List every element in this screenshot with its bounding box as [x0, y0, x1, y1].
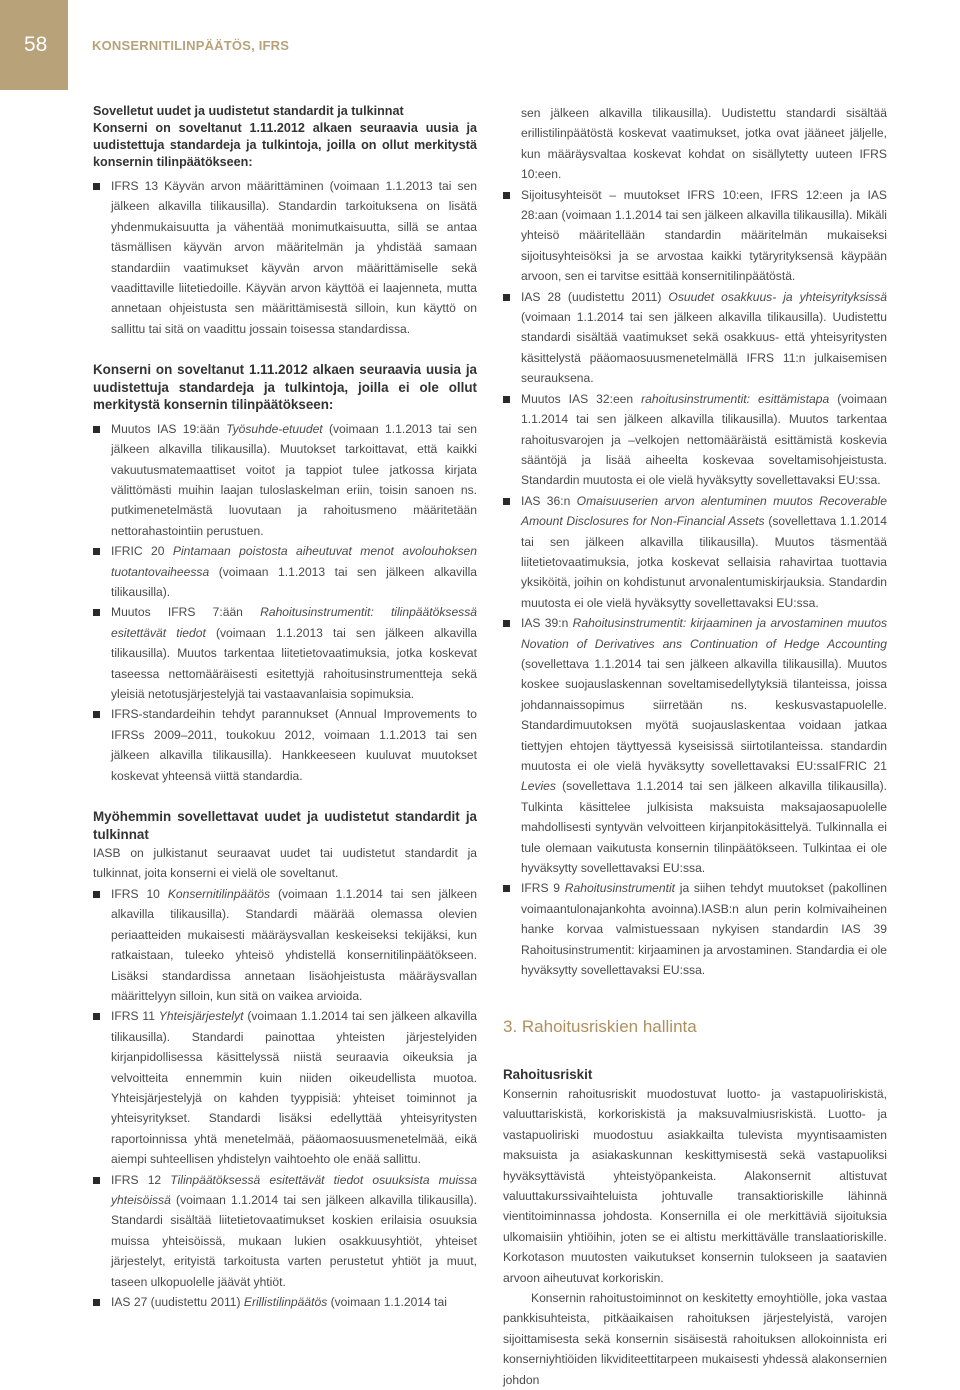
heading-future-standards: Myöhemmin sovellettavat uudet ja uudistetut standardit ja tulkinnat: [93, 809, 477, 842]
list-item: IFRS 11 Yhteisjärjestelyt (voimaan 1.1.2014 tai sen jälkeen alkavilla tilikausilla). Standardi painottaa yhteisten järjestelyiden kirjanpidollisessa käsittelyssä niistä seuraavia oikeuksia ja velvoitteita ennemmin kuin niiden oikeudellista muotoa. Yhteisjärjestelyjä on kahden tyyppisiä: yhteiset toiminnot ja yhteisyritykset. Standardi lisäksi edellyttää yhteisyritysten raportoinnissa yhtä menetelmää, pääomaosuusmenetelmää, eikä aiempi suhteellisen yhdistelyn vaihtoehto ole enää sallittu.: [93, 1006, 477, 1169]
list-item: IFRS 10 Konsernitilinpäätös (voimaan 1.1.2014 tai sen jälkeen alkavilla tilikausilla). Standardi määrää olemassa olevien periaatteiden mukaisesti määräysvallan keskeiseksi tekijäksi, kun ratkaistaan, tuleeko yhteisö yhdistellä konsernitilinpäätökseen. Lisäksi standardissa annetaan lisäohjeistusta määräysvallan määrittelyyn silloin, kun sitä on vaikea arvioida.: [93, 884, 477, 1006]
applied-no-effect-list: [93, 419, 477, 786]
list-item: IAS 27 (uudistettu 2011) Erillistilinpäätös (voimaan 1.1.2014 tai: [93, 1292, 477, 1312]
heading-applied-standards: Sovelletut uudet ja uudistetut standardit ja tulkinnat: [93, 104, 404, 118]
paragraph-financing-operations: Konsernin rahoitustoiminnot on keskitetty emoyhtiölle, joka vastaa pankkisuhteista, pitkäaikaisen rahoituksen järjestelyistä, varojen sijoittamisesta sekä konsernin sisäisestä rahoituksen allokoinnista eri konserniyhtiöiden likviditeettitarpeen mukaisesti yhdessä alakonsernien johdon: [503, 1291, 887, 1387]
list-item: Muutos IFRS 7:ään Rahoitusinstrumentit: tilinpäätöksessä esitettävät tiedot (voimaan 1.1.2013 tai sen jälkeen alkavilla tilikausilla). Muutos tarkentaa liitetietovaatimuksia, jotka koskevat taseessa nettomääräisesti esitettyjä rahoitusinstrumentteja sekä yleisiä netotusjärjestelyjä tai vastaavanlaisia sopimuksia.: [93, 602, 477, 704]
list-item: Muutos IAS 32:een rahoitusinstrumentit: esittämistapa (voimaan 1.1.2014 tai sen jälkeen alkavilla tilikausilla). Muutos tarkentaa rahoitusvarojen ja –velkojen nettomääräistä esittämistä koskevia sääntöjä ja lisää aiheelta koskevaa soveltamisohjeistusta. Standardin muutosta ei ole vielä hyväksytty sovellettavaksi EU:ssa.: [503, 389, 887, 491]
paragraph-iasb: IASB on julkistanut seuraavat uudet tai uudistetut standardit ja tulkinnat, joita konserni ei vielä ole soveltanut.: [93, 846, 477, 881]
list-item: IFRS 9 Rahoitusinstrumentit ja siihen tehdyt muutokset (pakollinen voimaantulonajankohta avoinna).IASB:n alun perin kolmivaiheinen hanke korvaa valmistuessaan nykyisen standardin IAS 39 Rahoitusinstrumentit: kirjaaminen ja arvostaminen. Standardia ei ole hyväksytty sovellettavaksi EU:ssa.: [503, 878, 887, 980]
heading-financial-risks: Rahoitusriskit: [503, 1067, 593, 1083]
list-item: IAS 28 (uudistettu 2011) Osuudet osakkuus- ja yhteisyrityksissä (voimaan 1.1.2014 tai sen jälkeen alkavilla tilikausilla). Uudistettu standardi sisältää vaatimukset sekä osakkuus- että yhteisyritysten käsittelystä pääomaosuusmenetelmällä IFRS 11:n julkaisemisen seurauksena.: [503, 287, 887, 389]
left-column: [93, 103, 477, 1312]
list-item: IFRS 12 Tilinpäätöksessä esitettävät tiedot osuuksista muissa yhteisöissä (voimaan 1.1.2014 tai sen jälkeen alkavilla tilikausilla). Standardi sisältää liitetietovaatimukset koskien erilaisia osuuksia muissa yhteisöissä, mukaan lukien osakkuusyhtiöt, yhteiset järjestelyt, erityistä tarkoitusta varten perustetut yhtiöt ja muut, taseen ulkopuolelle jäävät yhtiöt.: [93, 1170, 477, 1292]
list-item: IFRS-standardeihin tehdyt parannukset (Annual Improvements to IFRSs 2009–2011, toukokuu 2012, voimaan 1.1.2013 tai sen jälkeen alkavilla tilikausilla). Hankkeeseen kuuluvat muutokset koskevat yhteensä viittä standardia.: [93, 704, 477, 786]
page-number: 58: [24, 33, 48, 56]
page-number-tab: [0, 0, 68, 90]
future-standards-list: [93, 884, 477, 1313]
list-item: Muutos IAS 19:ään Työsuhde-etuudet (voimaan 1.1.2013 tai sen jälkeen alkavilla tilikausilla). Muutokset tarkoittavat, että kaikki vakuutusmatemaattiset voitot ja tappiot tulee jatkossa kirjata välittömästi muihin laajan tuloslaskelman eriin, toisin sanoen ns. putkimenetelmästä luovutaan ja rahoitusmeno määritetään nettorahastointiin perustuen.: [93, 419, 477, 541]
list-item: IFRS 13 Käyvän arvon määrittäminen (voimaan 1.1.2013 tai sen jälkeen alkavilla tilikausilla). Standardin tarkoituksena on lisätä yhdenmukaisuutta ja vähentää monimutkaisuutta, sillä se antaa täsmällisen käyvän arvon määritelmän ja yhdistää samaan standardiin vaatimukset käyvän arvon määrittämiselle sekä vaadittaville liitetiedoille. Käyvän arvon käyttöä ei laajenneta, mutta annetaan ohjeistusta sen määrittämisestä silloin, kun käyttö on sallittu tai sitä on vaadittu jossain toisessa standardissa.: [93, 176, 477, 339]
list-item: IAS 36:n Omaisuuserien arvon alentuminen muutos Recoverable Amount Disclosures for Non-Financial Assets (sovellettava 1.1.2014 tai sen jälkeen alkavilla tilikausilla). Muutos täsmentää liitetietovaatimuksia, jotka koskevat sellaisia rahavirtaa tuottavia yksiköitä, joihin on kohdistunut arvonalentumiskirjauksia. Standardin muutosta ei ole vielä hyväksytty sovellettavaksi EU:ssa.: [503, 491, 887, 613]
paragraph-financial-risks: Konsernin rahoitusriskit muodostuvat luotto- ja vastapuoliriskistä, valuuttariskistä, korkoriskistä ja maksuvalmiusriskistä. Luotto- ja vastapuoliriski muodostuu asiakkailta tulevista myyntisaamisten maksuista ja asiakaskunnan keskittymisestä sekä vastapuoliksi hyväksyttävistä yhteistyöpankeista. Alakonsernit altistuvat valuuttakurssivaihteluista johtuvalle transaktioriskille lähinnä vientitoiminnassa johdosta. Konsernilla ei ole merkittäviä sijoituksia ulkomaisiin yhtiöihin, joten se ei altistu merkittävälle translaatioriskille. Korkotason muutosten vaikutukset konsernin tulokseen ja saatavien arvoon aiheutuvat korkoriskin.: [503, 1086, 887, 1285]
continued-text: sen jälkeen alkavilla tilikausilla). Uudistettu standardi sisältää erillistilinpäätöstä koskevat vaatimukset, jotka ovat jääneet jäljelle, kun määräysvaltaa koskevat kohdat on sisällytetty uuteen IFRS 10:een.: [521, 106, 887, 182]
section-title-financial-risk: 3. Rahoitusriskien hallinta: [503, 1017, 697, 1037]
right-column: [503, 103, 887, 1390]
list-item: Sijoitusyhteisöt – muutokset IFRS 10:een, IFRS 12:een ja IAS 28:aan (voimaan 1.1.2014 tai sen jälkeen alkavilla tilikausilla). Mikäli yhteisö määritellään standardin määritelmän mukaiseksi sijoitusyhteisöksi ja se arvostaa kaikki tytäryrityksensä käypään arvoon, sen ei tarvitse esittää konsernitilinpäätöstä.: [503, 185, 887, 287]
list-item: IAS 39:n Rahoitusinstrumentit: kirjaaminen ja arvostaminen muutos Novation of Derivatives ans Continuation of Hedge Accounting (sovellettava 1.1.2014 tai sen jälkeen alkavilla tilikausilla). Muutos koskee suojauslaskennan soveltamisedellytyksiä tilanteissa, joissa johdannaissopimus siirretään ns. keskusvastapuolelle. Standardimuutoksen myötä suojauslaskentaa voidaan jatkaa tiettyjen ehtojen täyttyessä kyseisissä siirtotilanteissa. standardin muutosta ei ole vielä hyväksytty sovellettavaksi EU:ssaIFRIC 21 Levies (sovellettava 1.1.2014 tai sen jälkeen alkavilla tilikausilla). Tulkinta käsittelee julkisista maksuista maksajaosapuolelle mahdollisesti syntyvän velvoitteen kirjanpitokäsittelyä. Tulkinnalla ei tule olemaan vaikutusta konsernin tilinpäätökseen. Tulkintaa ei ole hyväksytty sovellettavaksi EU:ssa.: [503, 613, 887, 878]
future-standards-list-cont: [503, 185, 887, 981]
running-header: KONSERNITILINPÄÄTÖS, IFRS: [92, 38, 290, 53]
applied-effect-list: [93, 176, 477, 339]
heading-applied-with-effect: Konserni on soveltanut 1.11.2012 alkaen seuraavia uusia ja uudistettuja standardeja ja tulkintoja, joilla on ollut merkitystä konsernin tilinpäätökseen:: [93, 121, 477, 169]
heading-applied-no-effect: Konserni on soveltanut 1.11.2012 alkaen seuraavia uusia ja uudistettuja standardeja ja tulkintoja, joilla ei ole ollut merkitystä konsernin tilinpäätökseen:: [93, 362, 477, 413]
list-item: IFRIC 20 Pintamaan poistosta aiheutuvat menot avolouhoksen tuotantovaiheessa (voimaan 1.1.2013 tai sen jälkeen alkavilla tilikausilla).: [93, 541, 477, 602]
